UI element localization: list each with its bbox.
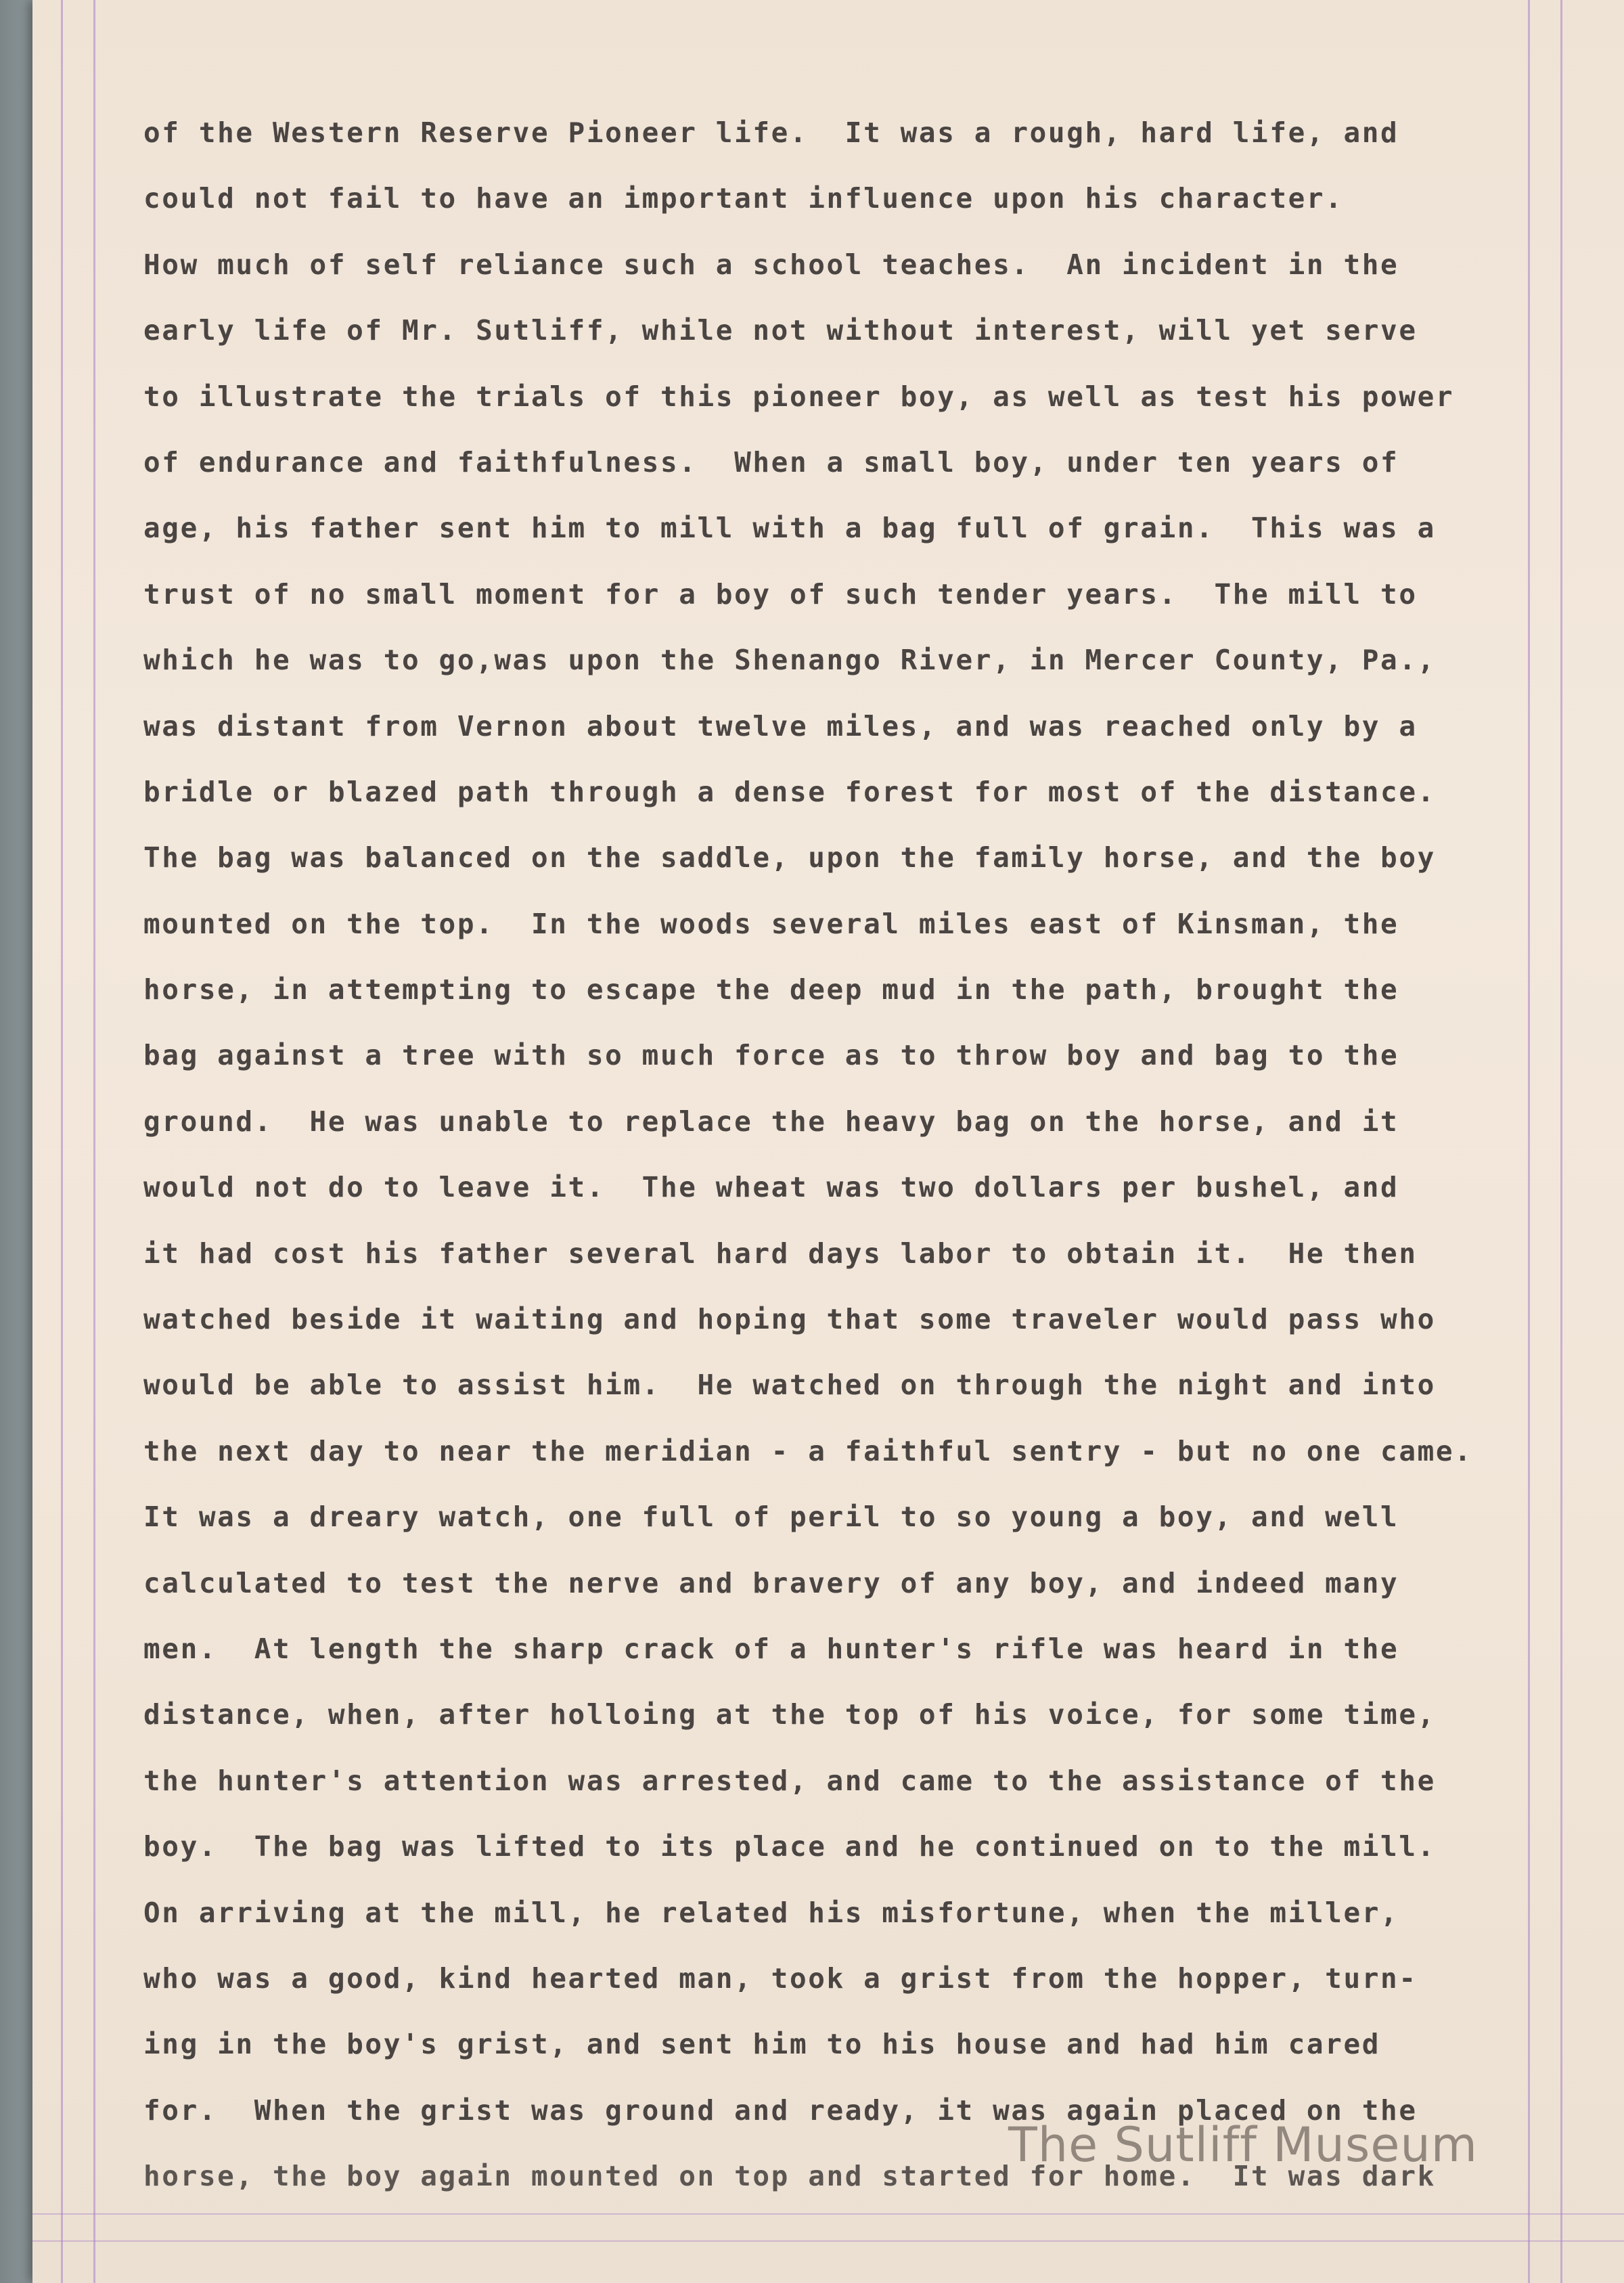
text-line: to illustrate the trials of this pioneer boy, as well as test his power (143, 380, 1455, 413)
text-line: bag against a tree with so much force as to throw boy and bag to the (143, 1039, 1399, 1072)
text-line: could not fail to have an important influence upon his character. (143, 182, 1344, 215)
text-line: the hunter's attention was arrested, and came to the assistance of the (143, 1764, 1436, 1797)
text-line: would be able to assist him. He watched on through the night and into (143, 1369, 1436, 1402)
text-line: ing in the boy's grist, and sent him to his house and had him cared (143, 2028, 1381, 2061)
text-line: boy. The bag was lifted to its place and he continued on to the mill. (143, 1830, 1436, 1863)
body-text (143, 100, 1551, 2210)
left-margin-rule (61, 0, 63, 2283)
text-line: who was a good, kind hearted man, took a grist from the hopper, turn- (143, 1961, 1418, 1995)
text-line: would not do to leave it. The wheat was two dollars per bushel, and (143, 1171, 1399, 1204)
text-line: horse, in attempting to escape the deep mud in the path, brought the (143, 973, 1399, 1006)
text-line: it had cost his father several hard days labor to obtain it. He then (143, 1237, 1418, 1270)
text-line: of the Western Reserve Pioneer life. It was a rough, hard life, and (143, 116, 1399, 149)
text-line: which he was to go,was upon the Shenango River, in Mercer County, Pa., (143, 644, 1436, 677)
museum-watermark: The Sutliff Museum (1008, 2117, 1478, 2173)
text-line: bridle or blazed path through a dense forest for most of the distance. (143, 775, 1436, 808)
text-line: was distant from Vernon about twelve miles, and was reached only by a (143, 709, 1418, 742)
text-line: the next day to near the meridian - a faithful sentry - but no one came. (143, 1434, 1473, 1467)
text-line: of endurance and faithfulness. When a small boy, under ten years of (143, 445, 1399, 479)
bottom-rule-lower (32, 2240, 1624, 2242)
text-line: trust of no small moment for a boy of such tender years. The mill to (143, 577, 1418, 611)
text-line: for. When the grist was ground and ready, it was again placed on the (143, 2093, 1418, 2127)
text-line: ground. He was unable to replace the heavy bag on the horse, and it (143, 1105, 1399, 1138)
bottom-rule-upper (32, 2213, 1624, 2215)
text-line: distance, when, after holloing at the top of his voice, for some time, (143, 1698, 1436, 1731)
text-line: How much of self reliance such a school teaches. An incident in the (143, 248, 1399, 281)
text-line: horse, the boy again mounted on top and started for home. It was dark (143, 2160, 1436, 2193)
text-line: age, his father sent him to mill with a bag full of grain. This was a (143, 512, 1436, 545)
text-line: early life of Mr. Sutliff, while not without interest, will yet serve (143, 314, 1418, 347)
text-line: calculated to test the nerve and bravery of any boy, and indeed many (143, 1566, 1399, 1599)
text-line: men. At length the sharp crack of a hunter's rifle was heard in the (143, 1632, 1399, 1665)
right-margin-rule (1560, 0, 1562, 2283)
text-line: mounted on the top. In the woods several miles east of Kinsman, the (143, 907, 1399, 940)
text-line: The bag was balanced on the saddle, upon the family horse, and the boy (143, 841, 1436, 874)
text-line: watched beside it waiting and hoping that some traveler would pass who (143, 1303, 1436, 1336)
left-margin-rule-inner (93, 0, 95, 2283)
text-line: On arriving at the mill, he related his misfortune, when the miller, (143, 1896, 1399, 1929)
text-line: It was a dreary watch, one full of peril to so young a boy, and well (143, 1501, 1399, 1534)
